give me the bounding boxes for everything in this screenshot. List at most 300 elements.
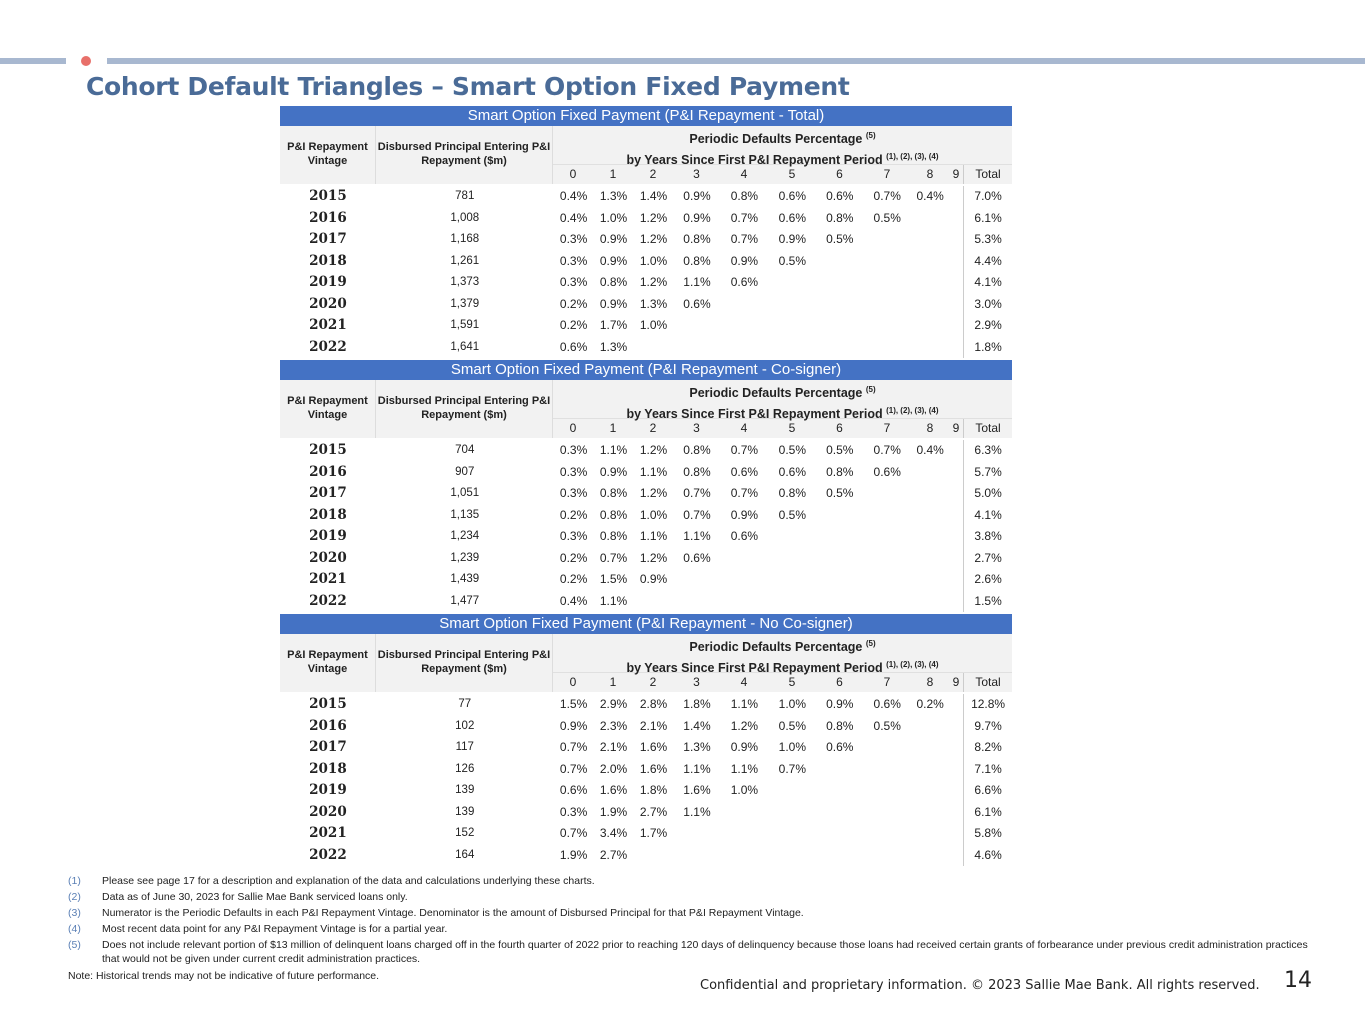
default-pct-cell: 0.7%: [683, 486, 711, 500]
total-cell: 3.0%: [963, 294, 1012, 316]
year-header: 0: [569, 421, 577, 435]
default-pct-cell: 1.6%: [683, 783, 711, 797]
total-cell: 5.8%: [963, 823, 1012, 845]
disbursed-cell: 1,261: [450, 254, 480, 267]
default-pct-cell: [949, 251, 963, 273]
default-pct-cell: 1.1%: [599, 443, 628, 457]
default-pct-cell: 0.3%: [559, 529, 588, 543]
default-pct-cell: 0.7%: [730, 210, 759, 225]
table-row: [280, 186, 1012, 208]
total-cell: 6.3%: [963, 440, 1012, 462]
default-pct-cell: [949, 440, 963, 462]
disbursed-cell: 1,135: [450, 508, 480, 521]
table-row: [280, 272, 1012, 294]
default-pct-cell: 0.9%: [778, 232, 806, 246]
table-row: [280, 802, 1012, 824]
table-row: [280, 505, 1012, 527]
disbursed-cell: 1,591: [450, 319, 480, 331]
default-pct-cell: [911, 823, 949, 845]
periodic-title: [553, 126, 1012, 168]
default-pct-cell: [911, 759, 949, 781]
default-pct-cell: [768, 548, 816, 570]
default-pct-cell: [911, 505, 949, 527]
disbursed-cell: 1,168: [450, 233, 480, 245]
periodic-header: [553, 126, 1012, 184]
default-pct-cell: [863, 591, 911, 613]
column-header-disbursed: Disbursed Principal Entering P&I Repayment ($m): [376, 634, 553, 692]
year-header: 4: [740, 167, 748, 181]
default-pct-cell: [911, 780, 949, 802]
table-row: [280, 483, 1012, 505]
column-header-vintage: P&I Repayment Vintage: [280, 126, 376, 184]
default-pct-cell: 0.7%: [559, 826, 588, 840]
default-pct-cell: [720, 845, 768, 867]
default-pct-cell: 1.1%: [639, 529, 668, 543]
year-header: 2: [649, 167, 657, 181]
vintage-cell: 2022: [309, 846, 347, 863]
total-cell: 4.6%: [963, 845, 1012, 867]
default-pct-cell: 2.3%: [599, 718, 628, 733]
default-pct-cell: 0.8%: [683, 443, 711, 457]
default-pct-cell: [768, 802, 816, 824]
section-title: Smart Option Fixed Payment (P&I Repayment - No Co-signer): [280, 614, 1012, 634]
disbursed-cell: 907: [455, 465, 475, 478]
default-pct-cell: 0.7%: [873, 443, 901, 457]
default-pct-cell: [768, 337, 816, 359]
default-pct-cell: 0.8%: [599, 507, 628, 522]
default-pct-cell: 1.0%: [778, 697, 806, 711]
periodic-header: [553, 634, 1012, 692]
default-pct-cell: 1.1%: [730, 761, 759, 776]
table-row: [280, 716, 1012, 738]
default-pct-cell: [863, 802, 911, 824]
default-pct-cell: 0.5%: [826, 486, 854, 500]
default-pct-cell: 0.9%: [599, 296, 628, 311]
table-row: [280, 251, 1012, 273]
default-pct-cell: [949, 716, 963, 738]
default-pct-cell: [911, 272, 949, 294]
historical-note: Note: Historical trends may not be indicative of future performance.: [68, 970, 380, 982]
table-row: [280, 823, 1012, 845]
disbursed-cell: 126: [455, 762, 475, 775]
vintage-cell: 2018: [309, 760, 347, 777]
periodic-sup2: (1), (2), (3), (4): [886, 660, 939, 670]
default-pct-cell: [949, 526, 963, 548]
page-number: 14: [1284, 968, 1312, 993]
default-pct-cell: [816, 272, 863, 294]
year-header: 1: [609, 675, 617, 689]
footnote-number: (5): [68, 939, 81, 951]
default-pct-cell: 1.2%: [639, 550, 668, 565]
table-row: [280, 294, 1012, 316]
default-pct-cell: 0.9%: [730, 253, 759, 268]
total-cell: 2.7%: [963, 548, 1012, 570]
default-pct-cell: 0.8%: [826, 718, 854, 733]
default-pct-cell: 0.9%: [683, 210, 711, 225]
default-pct-cell: 1.8%: [683, 697, 711, 711]
default-pct-cell: [634, 591, 674, 613]
year-header: 7: [883, 167, 891, 181]
vintage-cell: 2021: [309, 571, 347, 587]
default-pct-cell: [911, 483, 949, 505]
vintage-cell: 2015: [309, 188, 347, 204]
default-pct-cell: [949, 823, 963, 845]
default-pct-cell: 1.0%: [778, 740, 806, 754]
default-pct-cell: [634, 337, 674, 359]
default-pct-cell: [911, 208, 949, 230]
default-pct-cell: 2.8%: [639, 697, 668, 711]
default-pct-cell: [863, 823, 911, 845]
periodic-line1: Periodic Defaults Percentage: [689, 132, 863, 147]
default-pct-cell: 1.8%: [639, 783, 668, 797]
default-pct-cell: 1.5%: [559, 697, 588, 711]
vintage-cell: 2017: [309, 231, 347, 247]
year-header: 3: [693, 167, 700, 181]
default-pct-cell: [673, 337, 720, 359]
year-header: 8: [926, 167, 934, 181]
total-cell: 8.2%: [963, 737, 1012, 759]
year-header: 4: [740, 421, 748, 435]
disbursed-cell: 1,008: [450, 211, 480, 224]
default-pct-cell: [863, 548, 911, 570]
default-pct-cell: 0.6%: [778, 210, 806, 225]
default-pct-cell: 0.8%: [599, 486, 628, 500]
table-section: [280, 360, 1012, 612]
default-pct-cell: 0.6%: [778, 464, 806, 479]
total-cell: 3.8%: [963, 526, 1012, 548]
total-cell: 1.5%: [963, 591, 1012, 613]
default-pct-cell: 2.1%: [639, 718, 668, 733]
vintage-cell: 2015: [309, 442, 347, 458]
default-pct-cell: [816, 315, 863, 337]
default-pct-cell: [768, 315, 816, 337]
total-cell: 4.4%: [963, 251, 1012, 273]
periodic-sup2: (1), (2), (3), (4): [886, 406, 939, 416]
default-pct-cell: [911, 569, 949, 591]
vintage-cell: 2021: [309, 317, 347, 333]
default-pct-cell: 0.8%: [683, 232, 711, 246]
disbursed-cell: 781: [455, 190, 475, 202]
default-pct-cell: [863, 569, 911, 591]
vintage-cell: 2020: [309, 549, 347, 566]
years-header: [553, 418, 1012, 438]
default-pct-cell: 0.2%: [559, 296, 588, 311]
default-pct-cell: [816, 251, 863, 273]
default-pct-cell: 0.2%: [559, 507, 588, 522]
default-pct-cell: 0.5%: [826, 232, 854, 246]
default-pct-cell: 0.6%: [559, 783, 588, 797]
default-pct-cell: [816, 845, 863, 867]
default-triangles-tables: [280, 106, 1012, 868]
footnotes: [68, 874, 1308, 968]
default-pct-cell: 1.6%: [639, 761, 668, 776]
disbursed-cell: 1,239: [450, 551, 480, 564]
footnote: [68, 874, 1308, 888]
default-pct-cell: 1.9%: [559, 847, 588, 862]
default-pct-cell: [911, 548, 949, 570]
table-row: [280, 315, 1012, 337]
default-pct-cell: 0.9%: [730, 740, 759, 754]
table-row: [280, 526, 1012, 548]
default-pct-cell: 1.0%: [639, 318, 668, 332]
default-pct-cell: [720, 294, 768, 316]
default-pct-cell: [863, 294, 911, 316]
default-pct-cell: 0.6%: [730, 275, 759, 289]
periodic-line2: by Years Since First P&I Repayment Period: [626, 661, 883, 676]
default-pct-cell: [863, 483, 911, 505]
disbursed-cell: 139: [455, 784, 475, 796]
default-pct-cell: [863, 737, 911, 759]
year-header: 0: [569, 167, 577, 181]
table-row: [280, 548, 1012, 570]
default-pct-cell: [720, 548, 768, 570]
default-pct-cell: [949, 569, 963, 591]
default-pct-cell: [768, 272, 816, 294]
default-pct-cell: 1.4%: [683, 718, 711, 733]
year-header: 5: [788, 675, 796, 689]
default-pct-cell: 0.9%: [599, 464, 628, 479]
default-pct-cell: 0.5%: [826, 443, 854, 457]
vintage-cell: 2018: [309, 506, 347, 523]
default-pct-cell: 0.2%: [559, 318, 588, 332]
total-cell: 2.6%: [963, 569, 1012, 591]
column-header-disbursed: Disbursed Principal Entering P&I Repayment ($m): [376, 126, 553, 184]
total-cell: 5.0%: [963, 483, 1012, 505]
default-pct-cell: 0.5%: [778, 718, 806, 733]
default-pct-cell: [911, 526, 949, 548]
column-header-vintage: P&I Repayment Vintage: [280, 634, 376, 692]
default-pct-cell: 0.5%: [873, 718, 901, 733]
default-pct-cell: 0.9%: [730, 507, 759, 522]
default-pct-cell: 0.7%: [599, 550, 628, 565]
periodic-line1: Periodic Defaults Percentage: [689, 640, 863, 655]
section-title: Smart Option Fixed Payment (P&I Repayment - Total): [280, 106, 1012, 126]
default-pct-cell: 0.4%: [559, 210, 588, 225]
footnote-number: (2): [68, 891, 81, 903]
default-pct-cell: 0.9%: [683, 189, 711, 203]
disbursed-cell: 1,051: [450, 487, 480, 499]
default-pct-cell: 0.3%: [559, 804, 588, 819]
table-row: [280, 780, 1012, 802]
default-pct-cell: 1.4%: [639, 189, 668, 203]
total-cell: 4.1%: [963, 272, 1012, 294]
table-row: [280, 208, 1012, 230]
table-section: [280, 614, 1012, 866]
default-pct-cell: [816, 337, 863, 359]
vintage-cell: 2019: [309, 274, 347, 290]
periodic-line2: by Years Since First P&I Repayment Period: [626, 153, 883, 168]
periodic-header: [553, 380, 1012, 438]
default-pct-cell: 0.8%: [683, 253, 711, 268]
default-pct-cell: 0.8%: [683, 464, 711, 479]
default-pct-cell: 0.7%: [778, 761, 806, 776]
vintage-cell: 2017: [309, 739, 347, 755]
total-cell: 6.1%: [963, 802, 1012, 824]
default-pct-cell: 1.7%: [599, 318, 628, 332]
default-pct-cell: [816, 802, 863, 824]
default-pct-cell: [949, 186, 963, 208]
vintage-cell: 2016: [309, 717, 347, 734]
default-pct-cell: 0.6%: [778, 189, 806, 203]
default-pct-cell: 0.7%: [730, 486, 759, 500]
default-pct-cell: 1.3%: [599, 189, 628, 203]
footnote: [68, 890, 1308, 904]
disbursed-cell: 1,477: [450, 594, 480, 607]
vintage-cell: 2021: [309, 825, 347, 841]
default-pct-cell: [816, 294, 863, 316]
footnote-text: Does not include relevant portion of $13 million of delinquent loans charged off in the fourth quarter of 2022 prior to reaching 120 days of delinquency because those loans had received certain grants of forbearance under previous credit administration practices that would not be given under current credit administration practices.: [102, 939, 1308, 965]
year-header: 6: [836, 675, 843, 689]
footnote-number: (3): [68, 907, 81, 919]
default-pct-cell: [911, 591, 949, 613]
periodic-sup2: (1), (2), (3), (4): [886, 152, 939, 162]
default-pct-cell: 1.0%: [730, 783, 759, 797]
vintage-cell: 2022: [309, 338, 347, 355]
disbursed-cell: 117: [455, 741, 474, 753]
default-pct-cell: 1.3%: [599, 339, 628, 354]
year-header: 8: [926, 675, 934, 689]
footnote: [68, 906, 1308, 920]
default-pct-cell: 1.1%: [683, 804, 711, 819]
disbursed-cell: 1,641: [450, 340, 480, 353]
default-pct-cell: [949, 780, 963, 802]
default-pct-cell: 1.9%: [599, 804, 628, 819]
default-pct-cell: [863, 505, 911, 527]
year-header: 7: [883, 421, 891, 435]
default-pct-cell: 1.2%: [639, 486, 668, 500]
default-pct-cell: [863, 780, 911, 802]
default-pct-cell: 0.6%: [873, 464, 901, 479]
default-pct-cell: [949, 591, 963, 613]
default-pct-cell: 1.1%: [639, 464, 668, 479]
default-pct-cell: 1.2%: [639, 232, 668, 246]
table-row: [280, 229, 1012, 251]
default-pct-cell: [673, 569, 720, 591]
default-pct-cell: 0.6%: [873, 697, 901, 711]
vintage-cell: 2019: [309, 528, 347, 544]
default-pct-cell: 0.9%: [826, 697, 854, 711]
default-pct-cell: [949, 845, 963, 867]
total-header: Total: [963, 419, 1012, 438]
default-pct-cell: [949, 462, 963, 484]
default-pct-cell: [949, 294, 963, 316]
default-pct-cell: 0.8%: [826, 464, 854, 479]
default-pct-cell: [911, 294, 949, 316]
default-pct-cell: [949, 483, 963, 505]
table-section: [280, 106, 1012, 358]
year-header: 5: [788, 421, 796, 435]
vintage-cell: 2020: [309, 295, 347, 312]
year-header: 9: [952, 421, 960, 435]
default-pct-cell: [949, 737, 963, 759]
header-bar-right: [107, 58, 1365, 64]
default-pct-cell: 0.2%: [559, 550, 588, 565]
default-pct-cell: 0.6%: [730, 529, 759, 543]
default-pct-cell: 1.1%: [683, 275, 711, 289]
default-pct-cell: [720, 802, 768, 824]
default-pct-cell: 1.0%: [599, 210, 628, 225]
default-pct-cell: 0.4%: [916, 443, 944, 457]
default-pct-cell: 0.5%: [778, 507, 806, 522]
default-pct-cell: [816, 569, 863, 591]
table-body: [280, 184, 1012, 358]
year-header: 3: [693, 675, 700, 689]
total-header: Total: [963, 165, 1012, 184]
header-bar-left: [0, 58, 66, 64]
default-pct-cell: [768, 591, 816, 613]
table-row: [280, 591, 1012, 613]
default-pct-cell: [863, 337, 911, 359]
default-pct-cell: 0.6%: [826, 740, 854, 754]
disbursed-cell: 1,234: [450, 530, 480, 542]
confidential-notice: Confidential and proprietary information. © 2023 Sallie Mae Bank. All rights reserved.: [700, 978, 1260, 993]
default-pct-cell: [768, 294, 816, 316]
default-pct-cell: 0.4%: [559, 189, 588, 203]
default-pct-cell: [673, 315, 720, 337]
year-header: 1: [609, 167, 617, 181]
default-pct-cell: [863, 229, 911, 251]
year-header: 3: [693, 421, 700, 435]
vintage-cell: 2017: [309, 485, 347, 501]
vintage-cell: 2019: [309, 782, 347, 798]
default-pct-cell: [949, 759, 963, 781]
footnote-text: Most recent data point for any P&I Repayment Vintage is for a partial year.: [102, 923, 448, 935]
table-row: [280, 694, 1012, 716]
default-pct-cell: [911, 251, 949, 273]
default-pct-cell: 0.9%: [639, 572, 668, 586]
footnote: [68, 922, 1308, 936]
default-pct-cell: 0.7%: [559, 740, 588, 754]
disbursed-cell: 152: [455, 827, 475, 839]
default-pct-cell: [720, 337, 768, 359]
table-header: [280, 634, 1012, 692]
table-row: [280, 569, 1012, 591]
default-pct-cell: [673, 591, 720, 613]
total-cell: 1.8%: [963, 337, 1012, 359]
years-header: [553, 672, 1012, 692]
default-pct-cell: 1.6%: [599, 783, 628, 797]
default-pct-cell: 0.3%: [559, 443, 588, 457]
default-pct-cell: 0.7%: [559, 761, 588, 776]
default-pct-cell: [911, 462, 949, 484]
default-pct-cell: 0.6%: [683, 550, 711, 565]
year-header: 6: [836, 421, 843, 435]
default-pct-cell: [863, 845, 911, 867]
footnote-text: Please see page 17 for a description and explanation of the data and calculations underlying these charts.: [102, 875, 595, 887]
default-pct-cell: [863, 526, 911, 548]
default-pct-cell: 0.9%: [599, 232, 628, 246]
default-pct-cell: 2.7%: [599, 847, 628, 862]
default-pct-cell: [720, 569, 768, 591]
default-pct-cell: 0.3%: [559, 253, 588, 268]
table-header: [280, 126, 1012, 184]
default-pct-cell: 1.2%: [639, 210, 668, 225]
default-pct-cell: [863, 251, 911, 273]
year-header: 6: [836, 167, 843, 181]
default-pct-cell: 0.8%: [730, 189, 759, 203]
vintage-cell: 2022: [309, 592, 347, 609]
default-pct-cell: [863, 272, 911, 294]
default-pct-cell: 0.7%: [730, 443, 759, 457]
default-pct-cell: [816, 526, 863, 548]
default-pct-cell: 0.8%: [599, 275, 628, 289]
default-pct-cell: [949, 802, 963, 824]
disbursed-cell: 164: [455, 848, 475, 861]
default-pct-cell: [911, 737, 949, 759]
footnote-text: Numerator is the Periodic Defaults in each P&I Repayment Vintage. Denominator is the amount of Disbursed Principal for that P&I Repayment Vintage.: [102, 907, 804, 919]
total-cell: 12.8%: [963, 694, 1012, 716]
total-cell: 7.1%: [963, 759, 1012, 781]
